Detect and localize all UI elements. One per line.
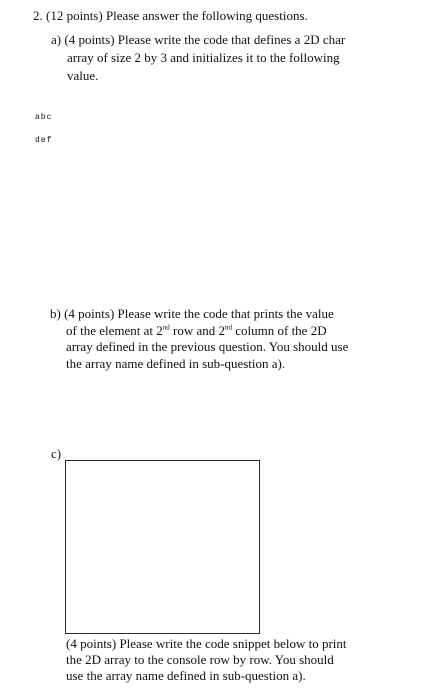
part-b-prompt	[50, 306, 375, 372]
part-b-text-line-1: (4 points) Please write the code that prints the value	[64, 306, 334, 321]
part-b-first-line	[50, 306, 375, 323]
part-c-text-line-3: use the array name defined in sub-question a).	[66, 668, 306, 683]
part-a-text-line-3: value.	[67, 68, 99, 83]
part-b-label: b)	[50, 306, 61, 321]
part-b-line2-post: column of the 2D	[232, 322, 327, 338]
array-value-row-1: abc	[35, 113, 53, 122]
ordinal-sup-1: nd	[162, 323, 170, 332]
part-b-text-line-4: the array name defined in sub-question a).	[66, 355, 286, 371]
array-value-row-2: def	[35, 136, 53, 145]
part-c-text-line-2: the 2D array to the console row by row. You should	[66, 652, 334, 667]
part-b-text-line-3: array defined in the previous question. You should use	[66, 339, 349, 354]
part-b-text-line-2	[50, 323, 375, 340]
answer-box[interactable]	[65, 460, 260, 634]
part-b-line2-pre: of the element at 2	[66, 322, 163, 338]
part-a-prompt	[51, 31, 381, 85]
part-c-prompt	[66, 636, 376, 684]
part-a-text-line-1: (4 points) Please write the code that defines a 2D char	[64, 32, 346, 47]
part-b-line2-mid: row and 2	[169, 322, 225, 338]
part-a-text-line-2: array of size 2 by 3 and initializes it to the following	[67, 50, 340, 65]
part-c-label: c)	[51, 446, 62, 461]
question-header: 2. (12 points) Please answer the following questions.	[33, 8, 308, 23]
ordinal-sup-2: nd	[225, 323, 232, 332]
part-c-text-line-1: (4 points) Please write the code snippet below to print	[66, 636, 347, 651]
part-a-label: a)	[51, 32, 62, 47]
